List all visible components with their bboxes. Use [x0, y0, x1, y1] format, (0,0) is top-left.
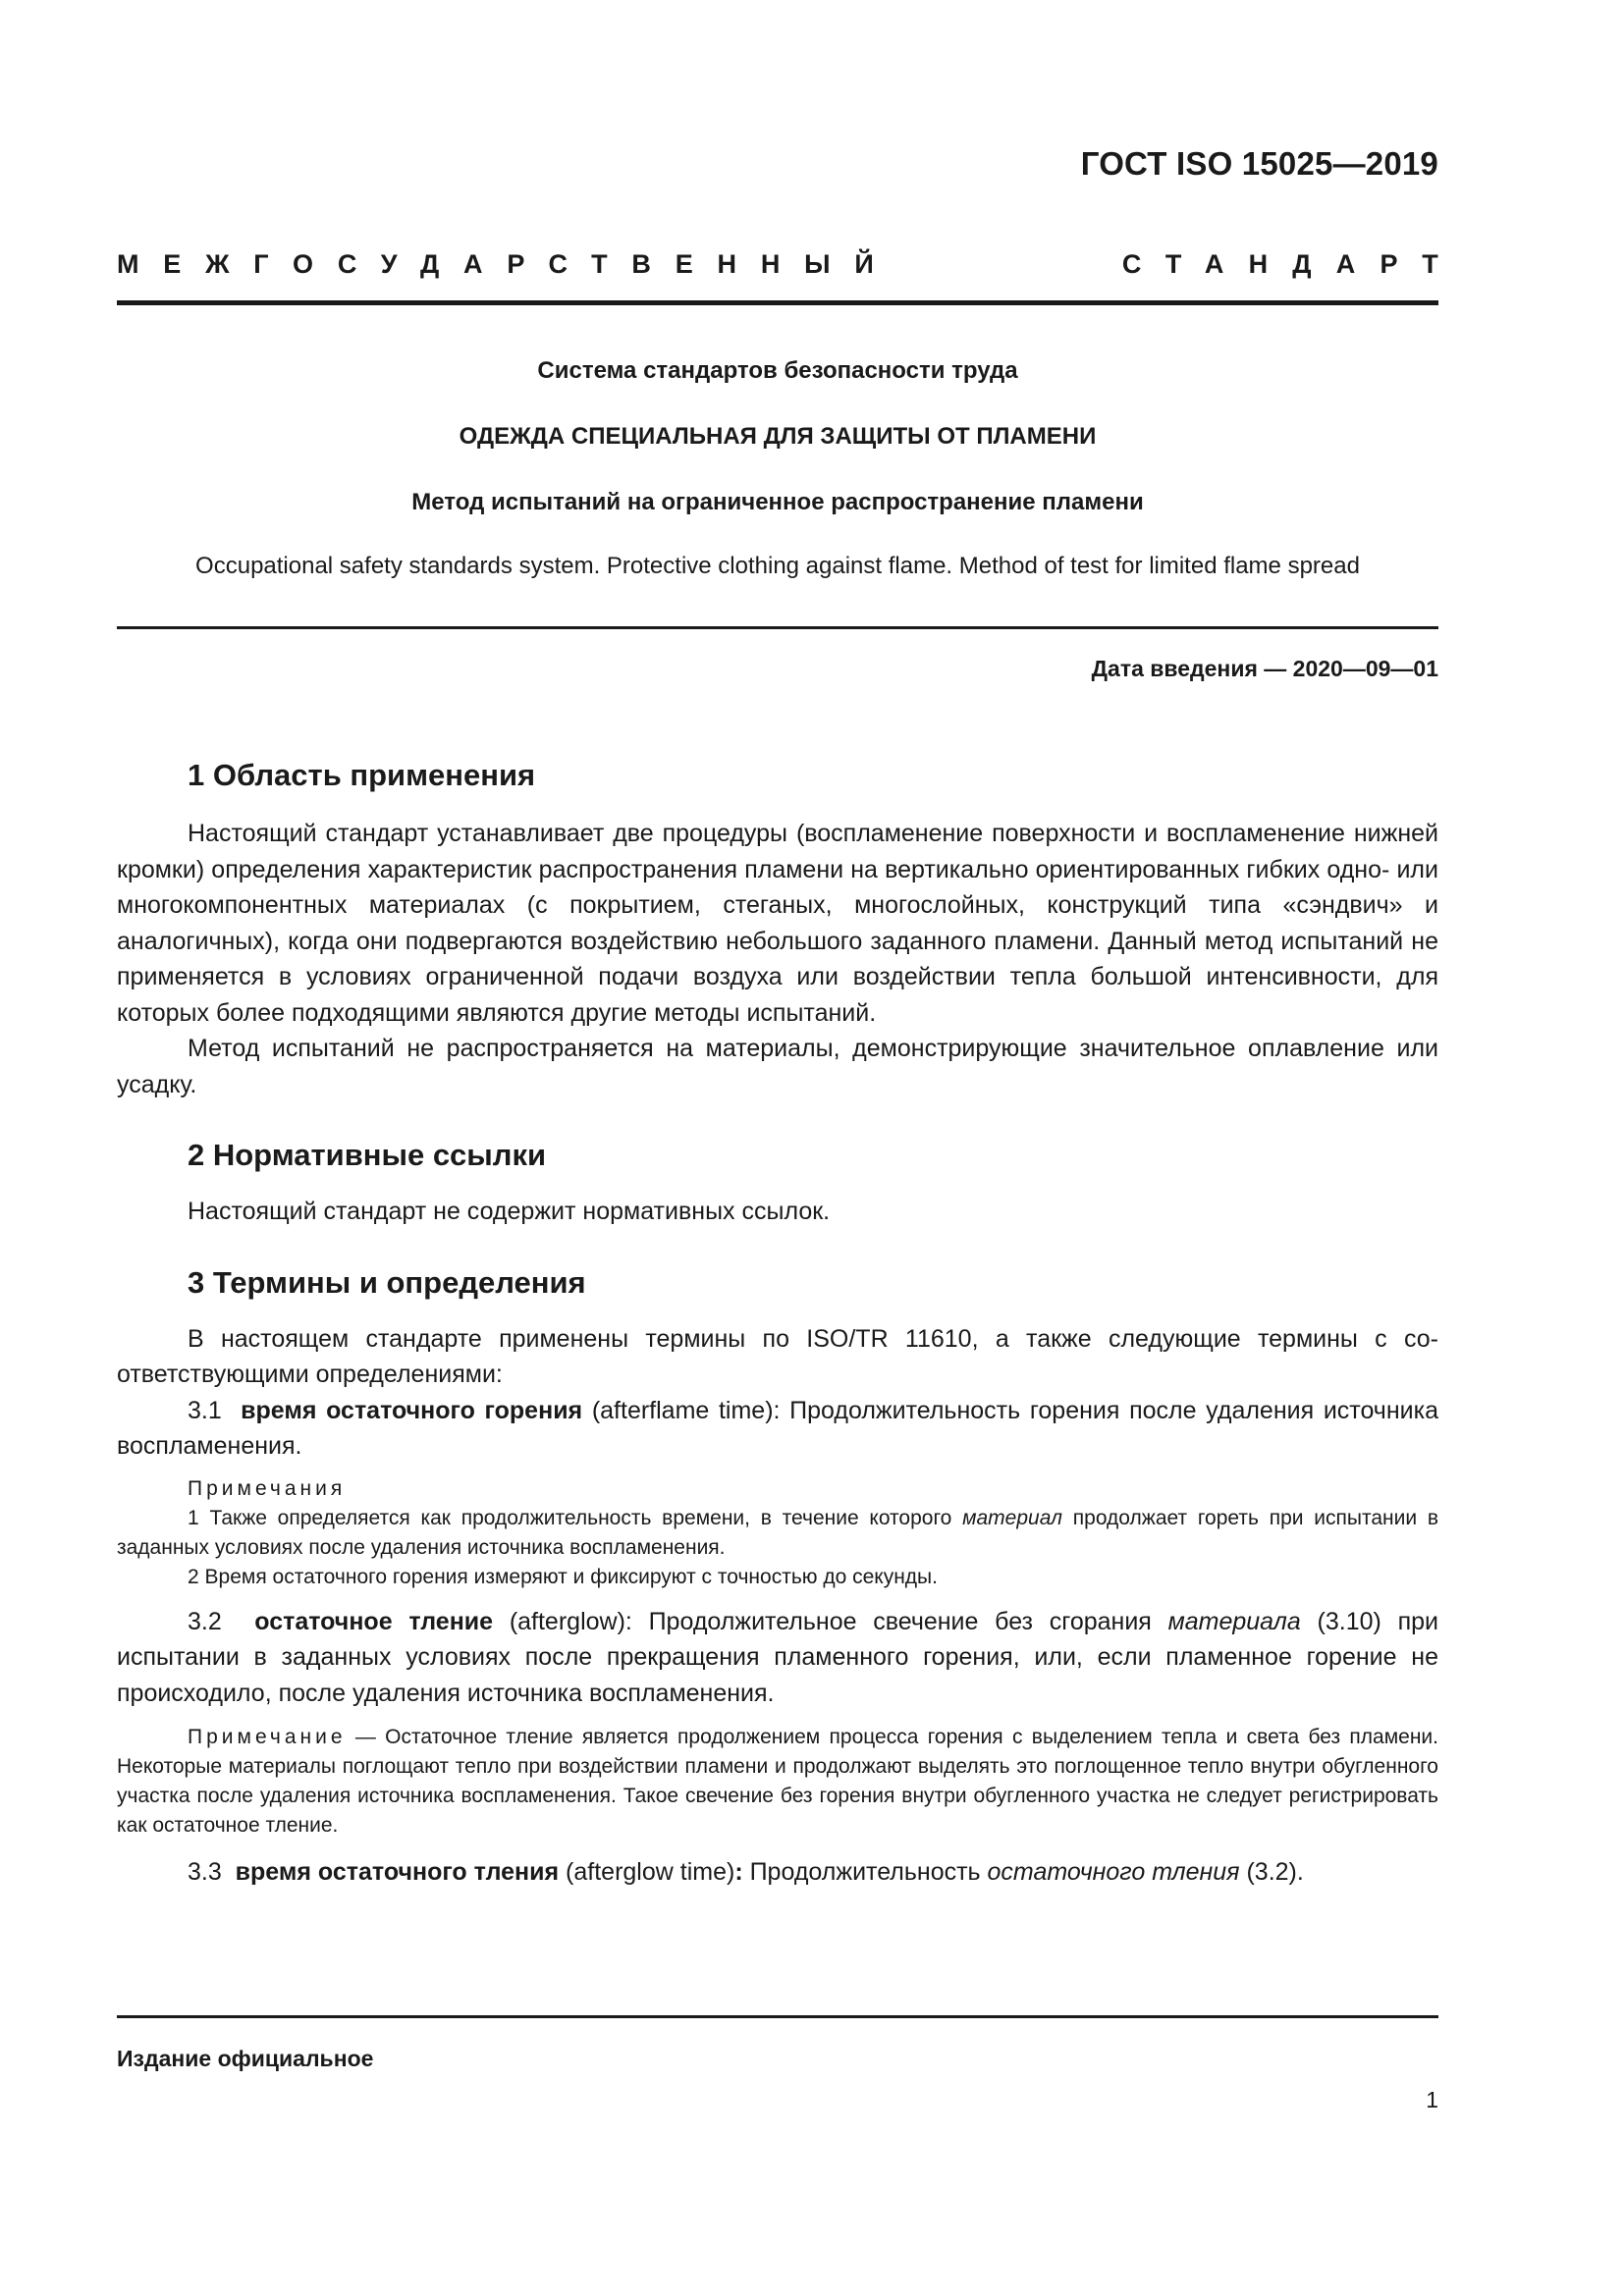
standard-type-word-interstate: МЕЖГОСУДАРСТВЕННЫЙ	[117, 249, 898, 279]
note-label: Примечание	[188, 1726, 347, 1748]
standard-type-banner	[117, 249, 1463, 280]
document-body	[117, 756, 1438, 1891]
title-divider	[117, 626, 1438, 629]
note-3-1-2: 2 Время остаточного горения измеряют и фиксируют с точностью до секунды.	[188, 1565, 938, 1588]
standard-type-word-standard: СТАНДАРТ	[1121, 249, 1463, 279]
system-title: Система стандартов безопасности труда	[537, 357, 1018, 384]
term-3-2-definition: 3.2 остаточное тление (afterglow): Продолжительное свечение без сгорания материала (3.10) при испытании в заданных условиях после прекращения пламенного горения, или, если пламенное горение не происходило, после удаления источника воспламенения.	[117, 1607, 1438, 1707]
introduction-date: Дата введения — 2020—09—01	[1091, 656, 1438, 681]
note-3-1-1: 1 Также определяется как продолжительность времени, в течение которого материал продолжает гореть при испытании в заданных условиях после удаления источника воспламенения.	[117, 1506, 1438, 1559]
section-heading-terms: 3 Термины и определения	[188, 1264, 586, 1300]
section-heading-references: 2 Нормативные ссылки	[188, 1138, 547, 1172]
official-edition-label: Издание официальное	[117, 2046, 374, 2071]
notes-3-1	[117, 1474, 1438, 1592]
terms-intro-paragraph: В настоящем стандарте применены термины по ISO/TR 11610, а также следующие термины с соответствующими определениями:	[117, 1324, 1438, 1388]
scope-paragraph-2: Метод испытаний не распространяется на материалы, демонстрирующие значительное оплавление или усадку.	[117, 1035, 1438, 1098]
term-3-3-definition: 3.3 время остаточного тления (afterglow time): Продолжительность остаточного тления (3.2).	[188, 1858, 1304, 1886]
document-code: ГОСТ ISO 15025—2019	[1080, 145, 1438, 182]
page-number: 1	[1426, 2087, 1438, 2112]
term-3-1-definition	[117, 1393, 1438, 1465]
english-title: Occupational safety standards system. Protective clothing against flame. Method of test for limited flame spread	[195, 553, 1360, 579]
section-heading-scope: 1 Область применения	[188, 758, 536, 792]
term-number: 3.3	[188, 1858, 222, 1886]
term-name: остаточное тление	[254, 1607, 494, 1635]
term-number: 3.2	[188, 1607, 222, 1635]
top-divider	[117, 300, 1438, 305]
method-title: Метод испытаний на ограниченное распространение пламени	[411, 489, 1144, 515]
bottom-divider	[117, 2015, 1438, 2018]
scope-paragraph-1: Настоящий стандарт устанавливает две процедуры (воспламенение поверхности и воспламенение нижней кромки) определения характеристик распространения пламени на вертикально ориентированных гибких одно- или многокомпонентных материалах (с покрытием, стеганых, многослойных, конструкций типа «сэндвич» и аналогичных), когда они подвергаются воздействию небольшого заданного пламени. Данный метод испытаний не применяется в условиях ограниченной подачи воздуха или воздействии тепла большой интенсивности, для которых более подходящими являются другие методы испытаний.	[117, 820, 1438, 1027]
term-definition-text: (afterflame time): Продолжительность горения после удаления источника воспламенения.	[117, 1396, 1438, 1460]
term-name: время остаточного тления	[235, 1858, 560, 1886]
document-page	[117, 0, 1463, 2296]
references-paragraph: Настоящий стандарт не содержит нормативных ссылок.	[188, 1198, 831, 1225]
note-text: — Остаточное тление является продолжением процесса горения с выделением тепла и света без пламени. Некоторые материалы поглощают тепло при воздействии пламени и продолжают выделять это поглощенное тепло внутри обугленного участка после удаления источника воспламенения. Такое свечение без горения внутри обугленного участка не следует регистрировать как остаточное тление.	[117, 1726, 1438, 1837]
main-title: ОДЕЖДА СПЕЦИАЛЬНАЯ ДЛЯ ЗАЩИТЫ ОТ ПЛАМЕНИ	[459, 423, 1097, 450]
notes-heading: Примечания	[188, 1476, 347, 1500]
term-number: 3.1	[188, 1396, 222, 1424]
note-3-2	[117, 1723, 1438, 1841]
term-name: время остаточного горения	[241, 1396, 583, 1424]
